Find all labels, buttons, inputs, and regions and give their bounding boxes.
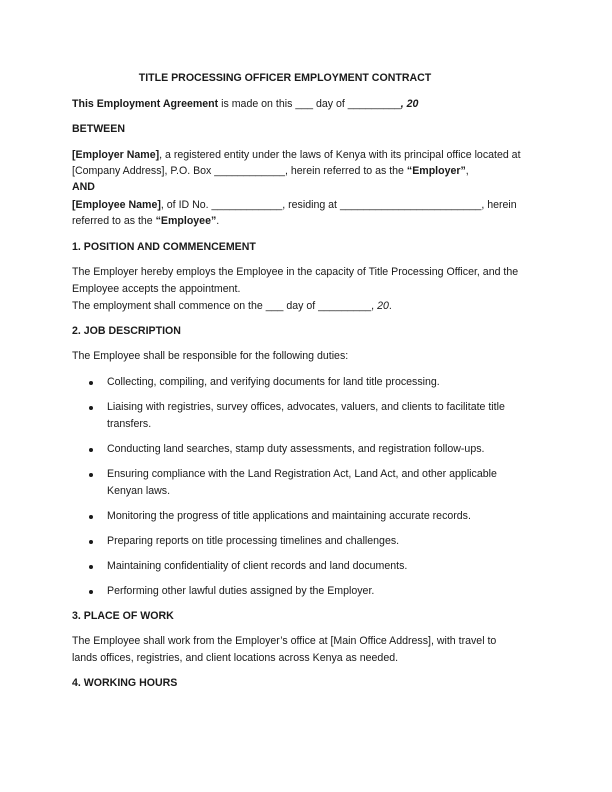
bullet-icon bbox=[89, 381, 93, 385]
bullet-icon bbox=[89, 565, 93, 569]
duty-item-line: Monitoring the progress of title applications and maintaining accurate records. bbox=[107, 510, 471, 522]
section-1-p1-line-1: The Employer hereby employs the Employee in the capacity of Title Processing Officer, and the bbox=[72, 266, 519, 278]
duty-item-line: Maintaining confidentiality of client records and land documents. bbox=[107, 560, 408, 572]
bullet-icon bbox=[89, 406, 93, 410]
section-1-p2-end: . bbox=[388, 300, 392, 312]
duty-item-line: Collecting, compiling, and verifying documents for land title processing. bbox=[107, 376, 440, 388]
employee-line-2 bbox=[72, 214, 219, 229]
bullet-icon bbox=[89, 515, 93, 519]
employee-ref: “Employee” bbox=[155, 215, 217, 227]
section-3-line-2: lands offices, registries, and client locations across Kenya as needed. bbox=[72, 652, 399, 664]
intro-bold: This Employment Agreement bbox=[72, 98, 219, 110]
bullet-icon bbox=[89, 448, 93, 452]
bullet-icon bbox=[89, 590, 93, 594]
document-title: TITLE PROCESSING OFFICER EMPLOYMENT CONTRACT bbox=[138, 72, 432, 84]
bullet-icon bbox=[89, 473, 93, 477]
section-1-heading: 1. POSITION AND COMMENCEMENT bbox=[72, 241, 256, 253]
agreement-intro bbox=[72, 97, 418, 112]
duty-item-line: Preparing reports on title processing timelines and challenges. bbox=[107, 535, 400, 547]
section-2-heading: 2. JOB DESCRIPTION bbox=[72, 325, 181, 337]
employee-period: . bbox=[216, 215, 220, 227]
section-4-heading: 4. WORKING HOURS bbox=[72, 677, 178, 689]
employer-comma: , bbox=[465, 165, 469, 177]
intro-year: , 20 bbox=[400, 98, 419, 110]
employee-name: [Employee Name] bbox=[72, 199, 161, 211]
intro-text: is made on this ___ day of _________ bbox=[218, 98, 401, 110]
section-1-p2 bbox=[72, 299, 392, 314]
employer-name: [Employer Name] bbox=[72, 149, 160, 161]
and-label: AND bbox=[72, 181, 95, 193]
duty-item-line: transfers. bbox=[107, 418, 152, 430]
section-1-p2-text: The employment shall commence on the ___ day of _________, bbox=[72, 300, 378, 312]
section-1-p1-line-2: Employee accepts the appointment. bbox=[72, 283, 241, 295]
bullet-icon bbox=[89, 540, 93, 544]
duty-item-line: Kenyan laws. bbox=[107, 485, 171, 497]
duty-item-line: Conducting land searches, stamp duty assessments, and registration follow-ups. bbox=[107, 443, 485, 455]
section-3-heading: 3. PLACE OF WORK bbox=[72, 610, 174, 622]
duty-item-line: Ensuring compliance with the Land Registration Act, Land Act, and other applicable bbox=[107, 468, 497, 480]
employee-line-1 bbox=[72, 198, 517, 213]
employer-ref: “Employer” bbox=[406, 165, 466, 177]
employer-line-1 bbox=[72, 148, 521, 163]
section-2-intro: The Employee shall be responsible for the following duties: bbox=[72, 350, 349, 362]
section-1-p2-year: 20 bbox=[377, 300, 389, 312]
employer-line-2-text: [Company Address], P.O. Box ____________, herein referred to as the bbox=[72, 165, 407, 177]
employee-line-2-text: referred to as the bbox=[72, 215, 156, 227]
duty-item-line: Liaising with registries, survey offices, advocates, valuers, and clients to facilitate title bbox=[107, 401, 505, 413]
duty-item-line: Performing other lawful duties assigned by the Employer. bbox=[107, 585, 375, 597]
employer-line-1-text: , a registered entity under the laws of Kenya with its principal office located at bbox=[159, 149, 521, 161]
between-heading: BETWEEN bbox=[72, 123, 125, 135]
section-3-line-1: The Employee shall work from the Employer’s office at [Main Office Address], with travel to bbox=[72, 635, 497, 647]
employee-line-1-text: , of ID No. ____________, residing at ________________________, herein bbox=[160, 199, 517, 211]
employer-line-2 bbox=[72, 164, 469, 179]
